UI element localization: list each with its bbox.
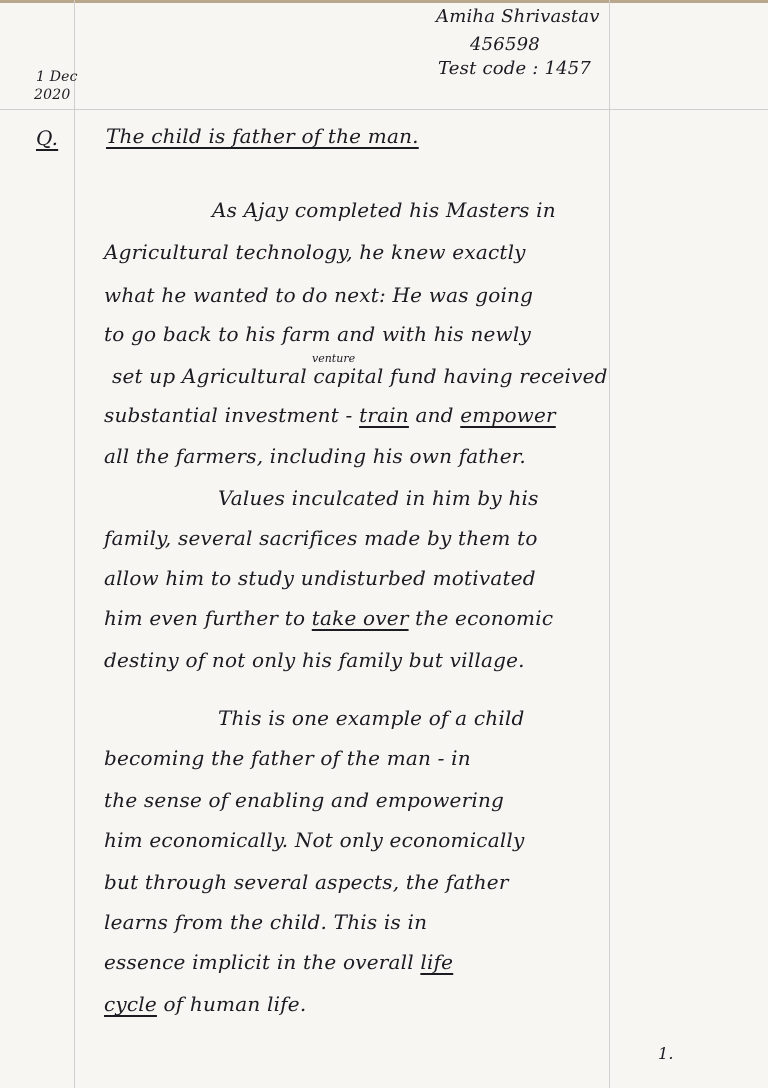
p3-line-8-end: of human life.	[163, 992, 307, 1016]
test-code: Test code : 1457	[438, 58, 592, 79]
p3-line-3: the sense of enabling and empowering	[104, 788, 505, 812]
p1-line-7: all the farmers, including his own father.	[104, 444, 526, 468]
p1-line-4: to go back to his farm and with his newly	[104, 322, 531, 346]
insertion-venture: venture	[312, 352, 356, 365]
p2-line-4	[104, 606, 553, 630]
date-day-month: 1 Dec	[36, 69, 78, 85]
p1-line-6-and: and	[415, 403, 454, 427]
p3-line-8-cycle: cycle	[104, 992, 157, 1016]
p2-line-3: allow him to study undisturbed motivated	[104, 566, 536, 590]
p2-line-4-take-over: take over	[311, 606, 409, 630]
p1-line-6-train: train	[359, 403, 409, 427]
header-rule	[0, 109, 768, 110]
p3-line-4: him economically. Not only economically	[104, 828, 525, 852]
question-label: Q.	[36, 126, 59, 150]
p1-line-6	[104, 403, 556, 427]
p3-line-6: learns from the child. This is in	[104, 910, 428, 934]
p3-line-7-life: life	[420, 950, 454, 974]
p2-line-2: family, several sacrifices made by them to	[104, 526, 538, 550]
roll-number: 456598	[470, 34, 540, 55]
p1-line-5-start: set up Agricultural	[112, 364, 307, 388]
p2-line-4-start: him even further to	[104, 606, 306, 630]
p1-line-5-end: fund having received	[390, 364, 608, 388]
p3-line-8	[104, 992, 306, 1016]
right-margin-line	[609, 0, 610, 1088]
date-year: 2020	[34, 87, 71, 103]
p3-line-2: becoming the father of the man - in	[104, 746, 471, 770]
student-name: Amiha Shrivastav	[436, 6, 600, 27]
p1-line-2: Agricultural technology, he knew exactly	[104, 240, 526, 264]
page-number: 1.	[658, 1044, 674, 1063]
page-top-edge	[0, 0, 768, 3]
p1-line-5	[112, 364, 608, 388]
p1-line-1: As Ajay completed his Masters in	[212, 198, 556, 222]
p3-line-7	[104, 950, 453, 974]
p1-line-5-capital: capital	[313, 364, 384, 388]
p1-line-6-start: substantial investment -	[104, 403, 353, 427]
p2-line-5: destiny of not only his family but village.	[104, 648, 525, 672]
p3-line-1: This is one example of a child	[218, 706, 525, 730]
left-margin-line	[74, 0, 75, 1088]
p1-line-6-empower: empower	[460, 403, 556, 427]
p1-line-3: what he wanted to do next: He was going	[104, 283, 534, 307]
p3-line-5: but through several aspects, the father	[104, 870, 509, 894]
p2-line-1: Values inculcated in him by his	[218, 486, 539, 510]
p3-line-7-start: essence implicit in the overall	[104, 950, 414, 974]
p2-line-4-end: the economic	[415, 606, 554, 630]
question-title: The child is father of the man.	[106, 124, 419, 148]
